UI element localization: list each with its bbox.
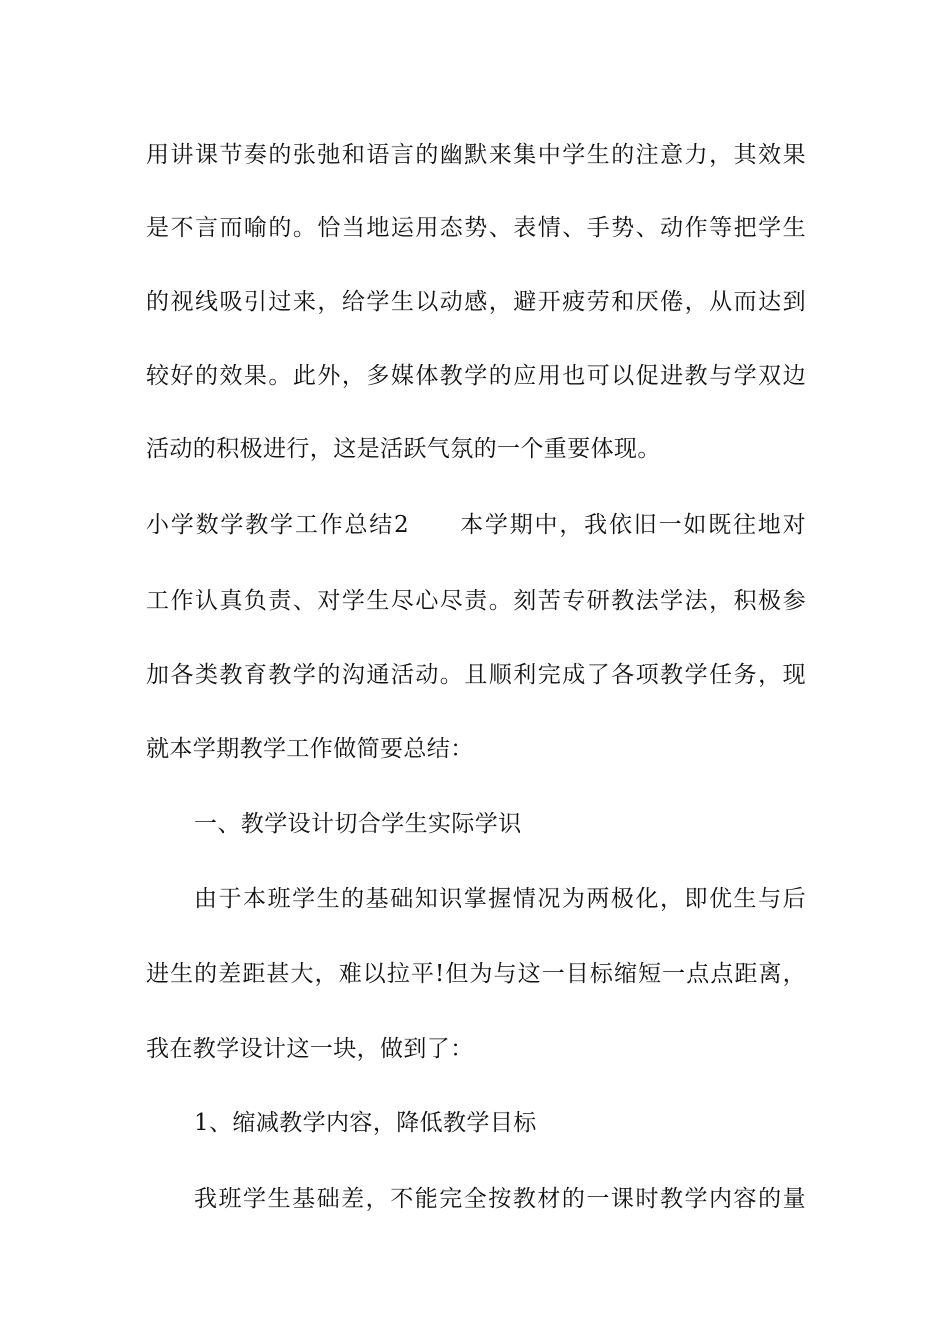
section-heading-line: 小学数学教学工作总结2 本学期中，我依旧一如既往地对 [146,512,806,538]
text-line: 进生的差距甚大，难以拉平!但为与这一目标缩短一点点距离， [146,961,806,987]
text-line: 较好的效果。此外，多媒体教学的应用也可以促进教与学双边 [146,363,806,389]
text-line: 我班学生基础差，不能完全按教材的一课时教学内容的量 [194,1186,806,1212]
text-line: 由于本班学生的基础知识掌握情况为两极化，即优生与后 [194,886,806,912]
text-line: 的视线吸引过来，给学生以动感，避开疲劳和厌倦，从而达到 [146,289,806,315]
text-line: 活动的积极进行，这是活跃气氛的一个重要体现。 [146,436,661,462]
list-item-heading: 1、缩减教学内容，降低教学目标 [194,1110,537,1136]
subheading: 一、教学设计切合学生实际学识 [194,811,522,837]
text-line: 就本学期教学工作做简要总结： [146,736,474,762]
text-line: 我在教学设计这一块，做到了： [146,1036,474,1062]
text-line: 工作认真负责、对学生尽心尽责。刻苦专研教法学法，积极参 [146,588,806,614]
text-line: 用讲课节奏的张弛和语言的幽默来集中学生的注意力，其效果 [146,142,806,168]
text-line: 加各类教育教学的沟通活动。且顺利完成了各项教学任务，现 [146,662,806,688]
text-line: 是不言而喻的。恰当地运用态势、表情、手势、动作等把学生 [146,215,806,241]
